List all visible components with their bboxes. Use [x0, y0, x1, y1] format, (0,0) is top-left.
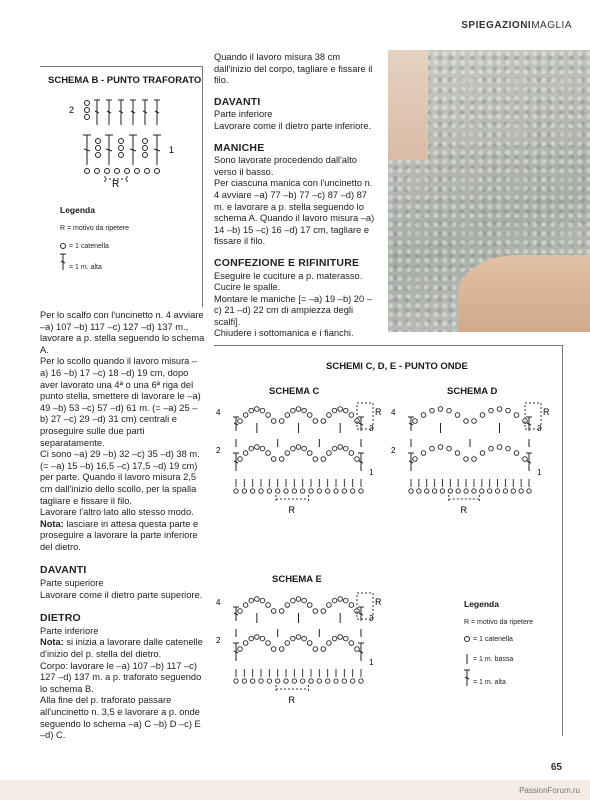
foundation-chain — [325, 489, 329, 493]
page-number: 65 — [550, 762, 562, 773]
paragraph: Chiudere i sottomanica e i fianchi. — [214, 328, 354, 339]
garment-photo — [388, 50, 590, 332]
chain-stitch — [472, 457, 477, 462]
foundation-chain — [267, 489, 271, 493]
subheading: Parte superiore — [40, 578, 104, 589]
schema-b-legend-tr: = 1 m. alta — [69, 264, 102, 271]
chain-stitch — [421, 451, 426, 456]
single-crochet-symbol-icon — [462, 653, 472, 665]
chain-stitch — [260, 408, 265, 413]
treble-symbol-icon — [58, 253, 68, 271]
schema-e-diagram — [214, 591, 389, 731]
schema-c-diagram — [214, 401, 389, 541]
chain-stitch — [296, 407, 301, 412]
row-label-4: 4 — [391, 408, 396, 417]
heading-davanti: DAVANTI — [40, 564, 87, 577]
nota-paragraph: Nota: si inizia a lavorare dalle catenelle d'inizio del p. stella del dietro. — [40, 637, 203, 660]
chain-stitch — [255, 635, 260, 640]
foundation-chain — [456, 489, 460, 493]
chain-stitch — [355, 457, 360, 462]
left-column — [40, 310, 205, 742]
chain-stitch — [266, 413, 271, 418]
foundation-chain — [472, 489, 476, 493]
foundation-chain — [440, 489, 444, 493]
row-label-1: 1 — [369, 658, 374, 667]
foundation-chain — [417, 489, 421, 493]
foundation-chain — [300, 679, 304, 683]
foundation-chain — [464, 489, 468, 493]
paragraph: Per lo scalfo con l'uncinetto n. 4 avviare –a) 107 –b) 117 –c) 127 –d) 137 m., lavorare a p. stella seguendo lo schema A. — [40, 310, 205, 355]
chain-stitch — [489, 446, 494, 451]
chain-stitch — [307, 641, 312, 646]
chain-stitch — [332, 408, 337, 413]
foundation-chain — [359, 489, 363, 493]
row-label-4: 4 — [216, 598, 221, 607]
chain-stitch — [355, 647, 360, 652]
paragraph: Lavorare l'altro lato allo stesso modo. — [40, 507, 194, 518]
foundation-chain — [334, 489, 338, 493]
row-label-3: 3 — [369, 614, 374, 623]
chain-stitch — [255, 445, 260, 450]
chain-stitch — [338, 445, 343, 450]
repeat-marker-bottom: R — [460, 505, 468, 515]
chain-stitch — [523, 457, 528, 462]
foundation-chain — [480, 489, 484, 493]
paragraph: Cucire le spalle. — [214, 282, 281, 293]
chain-stitch — [243, 603, 248, 608]
foundation-chain — [292, 679, 296, 683]
photo-arm-area — [458, 255, 590, 332]
schema-b-box — [40, 66, 203, 307]
row-label-3: 3 — [537, 424, 542, 433]
chain-stitch — [343, 408, 348, 413]
chain-stitch — [413, 419, 418, 424]
chain-stitch — [249, 636, 254, 641]
chain-stitch — [243, 641, 248, 646]
chain-stitch — [255, 597, 260, 602]
row-label-3: 3 — [369, 424, 374, 433]
legend-chain: = 1 catenella — [473, 636, 513, 643]
foundation-chain — [350, 489, 354, 493]
foundation-chain — [234, 489, 238, 493]
chain-stitch — [321, 647, 326, 652]
foundation-chain — [292, 489, 296, 493]
chain-stitch — [480, 451, 485, 456]
chain-stitch — [343, 598, 348, 603]
chain-stitch — [296, 635, 301, 640]
chain-stitch — [327, 451, 332, 456]
chain-stitch — [338, 597, 343, 602]
foundation-chain — [432, 489, 436, 493]
foundation-chain — [242, 679, 246, 683]
schema-d-diagram — [389, 401, 562, 561]
chain-stitch — [514, 413, 519, 418]
schema-b-repeat: R — [112, 179, 120, 190]
schema-e-title: SCHEMA E — [272, 574, 322, 585]
foundation-chain — [234, 679, 238, 683]
foundation-chain — [267, 679, 271, 683]
foundation-chain — [503, 489, 507, 493]
foundation-chain — [495, 489, 499, 493]
repeat-marker-side: R — [375, 597, 382, 607]
watermark: PassionForum.ru — [519, 786, 580, 795]
chain-stitch — [343, 636, 348, 641]
schema-b-legend-title: Legenda — [60, 205, 95, 215]
chain-stitch — [321, 419, 326, 424]
foundation-chain — [487, 489, 491, 493]
chain-stitch — [349, 413, 354, 418]
chain-stitch — [327, 603, 332, 608]
chain-stitch — [285, 413, 290, 418]
chain-stitch — [430, 446, 435, 451]
chain-stitch — [285, 641, 290, 646]
repeat-marker-bottom: R — [288, 505, 295, 515]
chain-stitch — [464, 419, 469, 424]
paragraph: Corpo: lavorare le –a) 107 –b) 117 –c) 127 –d) 137 m. a p. traforato seguendo lo schema B. — [40, 660, 202, 694]
chain-symbol-icon — [58, 242, 68, 250]
paragraph: Lavorare come il dietro parte superiore. — [40, 589, 203, 600]
foundation-chain — [242, 489, 246, 493]
row-label-4: 4 — [216, 408, 221, 417]
chain-stitch — [302, 446, 307, 451]
schemi-cde-box — [214, 345, 563, 736]
chain-stitch — [332, 446, 337, 451]
foundation-chain — [300, 489, 304, 493]
foundation-chain — [409, 489, 413, 493]
chain-stitch — [271, 647, 276, 652]
schema-b-row2: 2 — [69, 105, 75, 115]
row-label-1: 1 — [537, 468, 542, 477]
chain-stitch — [455, 451, 460, 456]
chain-stitch — [302, 636, 307, 641]
chain-stitch — [291, 598, 296, 603]
chain-stitch — [464, 457, 469, 462]
chain-stitch — [249, 408, 254, 413]
chain-stitch — [413, 457, 418, 462]
chain-stitch — [307, 603, 312, 608]
chain-stitch — [349, 603, 354, 608]
chain-stitch — [302, 598, 307, 603]
chain-stitch — [296, 445, 301, 450]
chain-stitch — [266, 603, 271, 608]
legend-title: Legenda — [464, 599, 499, 609]
schema-b-legend-chain: = 1 catenella — [69, 243, 109, 250]
foundation-chain — [250, 679, 254, 683]
foundation-chain — [275, 489, 279, 493]
paragraph: Eseguire le cuciture a p. materasso. — [214, 270, 363, 281]
foundation-chain — [259, 489, 263, 493]
section-header: SPIEGAZIONIMAGLIA — [461, 20, 572, 31]
chain-stitch — [279, 419, 284, 424]
foundation-chain — [527, 489, 531, 493]
chain-stitch — [327, 641, 332, 646]
chain-stitch — [321, 457, 326, 462]
chain-stitch — [313, 457, 318, 462]
schema-c-title: SCHEMA C — [269, 386, 320, 397]
subheading: Parte inferiore — [40, 625, 99, 636]
chain-stitch — [238, 419, 243, 424]
chain-stitch — [327, 413, 332, 418]
legend-tr: = 1 m. alta — [473, 679, 506, 686]
foundation-chain — [309, 489, 313, 493]
chain-stitch — [343, 446, 348, 451]
chain-stitch — [430, 408, 435, 413]
chain-stitch — [321, 609, 326, 614]
photo-neck-area — [388, 50, 428, 160]
chain-stitch — [291, 636, 296, 641]
chain-stitch — [313, 647, 318, 652]
paragraph: Sono lavorate procedendo dall'alto verso il basso. — [214, 155, 357, 177]
heading-davanti-inf: DAVANTI — [214, 95, 261, 108]
schemi-cde-title: SCHEMI C, D, E - PUNTO ONDE — [326, 361, 468, 372]
chain-stitch — [271, 609, 276, 614]
foundation-chain — [250, 489, 254, 493]
chain-stitch — [438, 445, 443, 450]
schema-d-title: SCHEMA D — [447, 386, 498, 397]
chain-stitch — [307, 451, 312, 456]
repeat-marker-side: R — [543, 407, 550, 417]
heading-maniche: MANICHE — [214, 141, 265, 154]
foundation-chain — [448, 489, 452, 493]
paragraph: Ci sono –a) 29 –b) 32 –c) 35 –d) 38 m. (= –a) 15 –b) 16,5 –c) 17,5 –d) 19 cm) per parte. Quando il lavoro misura 2,5 cm dall'inizio dello scollo, per la spalla tagliare e fissare il filo. — [40, 449, 200, 506]
chain-stitch — [238, 609, 243, 614]
chain-stitch — [313, 419, 318, 424]
foundation-chain — [342, 679, 346, 683]
paragraph: Alla fine del p. traforato passare all'uncinetto n. 3,5 e lavorare a p. onde seguendo lo schema –a) C –b) D –c) E –d) C. — [40, 695, 201, 741]
chain-stitch — [307, 413, 312, 418]
chain-stitch — [302, 408, 307, 413]
footer-band — [0, 780, 590, 800]
paragraph: Lavorare come il dietro parte inferiore. — [214, 120, 372, 131]
chain-stitch — [497, 445, 502, 450]
chain-stitch — [238, 647, 243, 652]
subheading: Parte inferiore — [214, 109, 273, 120]
chain-stitch — [279, 647, 284, 652]
chain-stitch — [271, 457, 276, 462]
chain-stitch — [285, 451, 290, 456]
chain-stitch — [338, 635, 343, 640]
chain-stitch — [255, 407, 260, 412]
chain-stitch — [266, 641, 271, 646]
chain-stitch — [447, 408, 452, 413]
chain-stitch — [271, 419, 276, 424]
chain-stitch — [349, 641, 354, 646]
chain-stitch — [514, 451, 519, 456]
chain-stitch — [497, 407, 502, 412]
foundation-chain — [309, 679, 313, 683]
chain-stitch — [332, 598, 337, 603]
paragraph: Per lo scollo quando il lavoro misura –a) 16 –b) 17 –c) 18 –d) 19 cm, dopo aver lavorato una 4ª o una 6ª riga del punto stella, smettere di lavorare le –a) 49 –b) 53 –c) 57 –d) 61 m. (= –a) 25 –b) 27 –c) 29 –d) 31 cm) centrali e proseguire sulle due parti separatamente. — [40, 356, 201, 448]
chain-stitch — [291, 408, 296, 413]
chain-stitch — [279, 609, 284, 614]
chain-stitch — [480, 413, 485, 418]
foundation-chain — [317, 679, 321, 683]
chain-stitch — [260, 598, 265, 603]
foundation-chain — [334, 679, 338, 683]
chain-stitch — [472, 419, 477, 424]
foundation-chain — [275, 679, 279, 683]
foundation-chain — [284, 679, 288, 683]
chain-stitch — [313, 609, 318, 614]
nota-paragraph: Nota: lasciare in attesa questa parte e proseguire a lavorare la parte inferiore del dietro. — [40, 518, 199, 552]
chain-stitch — [489, 408, 494, 413]
schema-b-legend-r: R = motivo da ripetere — [60, 225, 130, 232]
row-label-2: 2 — [216, 446, 221, 455]
chain-stitch — [421, 413, 426, 418]
chain-stitch — [332, 636, 337, 641]
chain-stitch — [296, 597, 301, 602]
middle-column — [214, 52, 379, 340]
chain-stitch — [260, 446, 265, 451]
treble-symbol-icon — [462, 669, 472, 687]
schema-b-row1: 1 — [169, 145, 175, 155]
repeat-marker-side: R — [375, 407, 382, 417]
chain-stitch — [438, 407, 443, 412]
chain-stitch — [338, 407, 343, 412]
chain-stitch — [447, 446, 452, 451]
foundation-chain — [284, 489, 288, 493]
paragraph: Montare le maniche [= –a) 19 –b) 20 –c) 21 –d) 22 cm di ampiezza degli scalfi]. — [214, 293, 372, 327]
foundation-chain — [350, 679, 354, 683]
legend-sc: = 1 m. bassa — [473, 656, 514, 663]
chain-stitch — [260, 636, 265, 641]
foundation-chain — [519, 489, 523, 493]
foundation-chain — [317, 489, 321, 493]
chain-stitch — [243, 413, 248, 418]
chain-stitch — [506, 408, 511, 413]
row-label-1: 1 — [369, 468, 374, 477]
paragraph: Quando il lavoro misura 38 cm dall'inizio del corpo, tagliare e fissare il filo. — [214, 52, 373, 86]
heading-dietro: DIETRO — [40, 612, 81, 625]
chain-stitch — [238, 457, 243, 462]
chain-stitch — [455, 413, 460, 418]
schema-b-title: SCHEMA B - PUNTO TRAFORATO — [48, 75, 202, 86]
repeat-marker-bottom: R — [288, 695, 295, 705]
chain-stitch — [291, 446, 296, 451]
legend-r: R = motivo da ripetere — [464, 619, 534, 626]
row-label-2: 2 — [391, 446, 396, 455]
foundation-chain — [425, 489, 429, 493]
heading-confezione: CONFEZIONE E RIFINITURE — [214, 256, 360, 269]
chain-stitch — [279, 457, 284, 462]
chain-stitch — [349, 451, 354, 456]
chain-stitch — [266, 451, 271, 456]
foundation-chain — [511, 489, 515, 493]
row-label-2: 2 — [216, 636, 221, 645]
chain-symbol-icon — [462, 635, 472, 643]
chain-stitch — [285, 603, 290, 608]
chain-stitch — [249, 598, 254, 603]
foundation-chain — [359, 679, 363, 683]
foundation-chain — [259, 679, 263, 683]
chain-stitch — [249, 446, 254, 451]
foundation-chain — [342, 489, 346, 493]
paragraph: Per ciascuna manica con l'uncinetto n. 4 avviare –a) 77 –b) 77 –c) 87 –d) 87 m. e lavorare a p. stella seguendo lo schema A. Quando il lavoro misura –a) 14 –b) 15 –c) 16 –d) 17 cm, tagliare e fissare il filo. — [214, 178, 375, 247]
chain-stitch — [243, 451, 248, 456]
foundation-chain — [325, 679, 329, 683]
chain-stitch — [506, 446, 511, 451]
